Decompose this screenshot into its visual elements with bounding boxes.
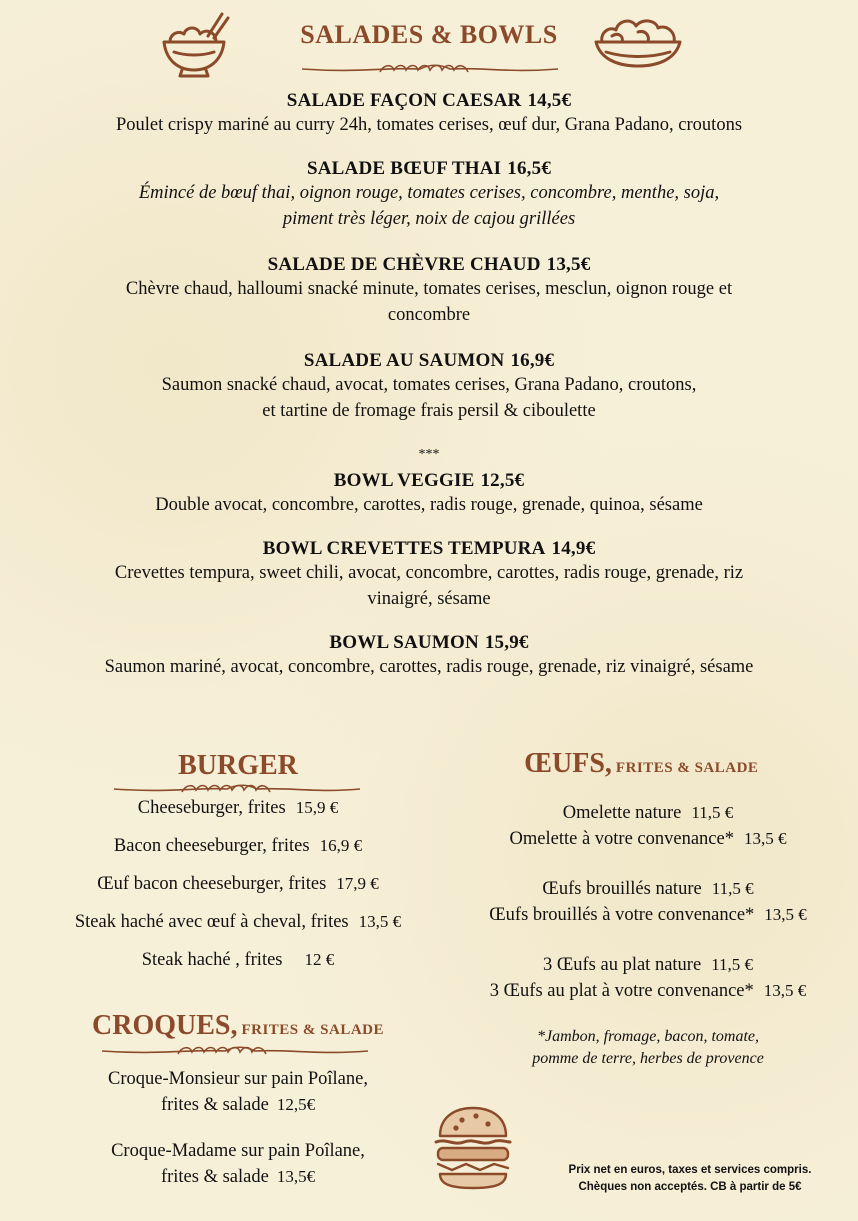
item-name: SALADE FAÇON CAESAR <box>286 90 522 111</box>
item-price: 16,9 € <box>319 836 363 855</box>
menu-item-croque-monsieur <box>0 1066 476 1118</box>
item-price: 13,5 € <box>358 912 402 931</box>
item-name: SALADE BŒUF THAI <box>306 158 502 179</box>
item-name: BOWL CREVETTES TEMPURA <box>262 538 546 559</box>
item-price: 13,5 € <box>764 905 807 924</box>
menu-item-bowl-crevettes <box>0 538 858 612</box>
item-name: Omelette nature <box>562 803 682 823</box>
oeufs-footnote: *Jambon, fromage, bacon, tomate, <box>536 1028 760 1045</box>
flourish-divider <box>112 780 362 796</box>
item-description: piment très léger, noix de cajou grillées <box>282 209 576 229</box>
item-price: 16,9€ <box>510 350 555 371</box>
item-name: 3 Œufs au plat nature <box>542 955 702 975</box>
menu-item-salade-caesar <box>0 90 858 138</box>
item-name: SALADE DE CHÈVRE CHAUD <box>267 254 541 275</box>
menu-item-salade-saumon <box>0 350 858 424</box>
item-price: 16,5€ <box>507 158 552 179</box>
item-name: frites & salade <box>160 1095 269 1115</box>
item-price: 11,5 € <box>711 955 754 974</box>
item-price: 15,9€ <box>484 632 529 653</box>
item-name: Omelette à votre convenance* <box>509 829 734 849</box>
item-name: SALADE AU SAUMON <box>303 350 505 371</box>
menu-item-salade-chevre <box>0 254 858 328</box>
menu-item-oeufs-brouilles-convenance <box>438 902 858 928</box>
item-description: concombre <box>387 305 471 325</box>
item-name: Œufs brouillés à votre convenance* <box>489 905 755 925</box>
menu-item-oeufs-brouilles-nature <box>438 876 858 902</box>
menu-item-omelette-nature <box>438 800 858 826</box>
item-price: 12 € <box>304 950 335 969</box>
item-description: Poulet crispy mariné au curry 24h, tomates cerises, œuf dur, Grana Padano, croutons <box>115 115 743 135</box>
menu-item-croque-madame <box>0 1138 476 1190</box>
separator: *** <box>418 447 440 462</box>
menu-item-oeufs-plat-nature <box>438 952 858 978</box>
item-name: Œufs brouillés nature <box>542 879 702 899</box>
oeufs-section-subtitle: FRITES & SALADE <box>615 760 759 776</box>
item-name: frites & salade <box>160 1167 269 1187</box>
item-price: 11,5 € <box>711 879 754 898</box>
item-name: Steak haché avec œuf à cheval, frites <box>74 912 349 932</box>
menu-item-bowl-saumon <box>0 632 858 680</box>
menu-item-oeuf-bacon-cheeseburger <box>0 871 476 897</box>
menu-item-oeufs-plat-convenance <box>438 978 858 1004</box>
oeufs-section-title: ŒUFS, <box>524 748 612 779</box>
page-title: SALADES & BOWLS <box>300 20 558 49</box>
item-name: BOWL SAUMON <box>329 632 479 653</box>
oeufs-section-heading <box>524 748 758 780</box>
item-name: Bacon cheeseburger, frites <box>113 836 310 856</box>
item-price: 12,5€ <box>480 470 525 491</box>
footer-payment-note: Chèques non acceptés. CB à partir de 5€ <box>578 1181 802 1193</box>
menu-item-cheeseburger <box>0 795 476 821</box>
menu-item-salade-boeuf-thai <box>0 158 858 232</box>
item-name: 3 Œufs au plat à votre convenance* <box>489 981 754 1001</box>
burger-icon <box>432 1102 514 1194</box>
croques-section-heading <box>0 1010 476 1042</box>
item-name: BOWL VEGGIE <box>333 470 475 491</box>
item-description: et tartine de fromage frais persil & ciboulette <box>262 401 596 421</box>
item-price: 12,5€ <box>276 1095 316 1114</box>
item-description: Chèvre chaud, halloumi snacké minute, tomates cerises, mesclun, oignon rouge et <box>125 279 733 299</box>
item-price: 14,9€ <box>551 538 596 559</box>
croques-section-title: CROQUES, <box>92 1010 238 1041</box>
croques-section-subtitle: FRITES & SALADE <box>241 1022 384 1038</box>
item-description: Émincé de bœuf thai, oignon rouge, tomates cerises, concombre, menthe, soja, <box>138 183 720 203</box>
item-price: 15,9 € <box>295 798 339 817</box>
item-price: 17,9 € <box>336 874 379 893</box>
menu-item-bacon-cheeseburger <box>0 833 476 859</box>
menu-item-steak-oeuf <box>0 909 476 935</box>
item-description: vinaigré, sésame <box>367 589 491 609</box>
item-description: Saumon snacké chaud, avocat, tomates cerises, Grana Padano, croutons, <box>161 375 697 395</box>
oeufs-footnote: pomme de terre, herbes de provence <box>532 1050 764 1067</box>
footer-price-note: Prix net en euros, taxes et services compris. <box>568 1164 812 1176</box>
menu-item-omelette-convenance <box>438 826 858 852</box>
item-price: 11,5 € <box>691 803 734 822</box>
burger-section-title: BURGER <box>178 750 298 781</box>
item-name: Steak haché , frites <box>141 950 283 970</box>
item-price: 14,5€ <box>527 90 572 111</box>
item-name: Croque-Madame sur pain Poîlane, <box>111 1141 365 1161</box>
item-description: Crevettes tempura, sweet chili, avocat, concombre, carottes, radis rouge, grenade, riz <box>114 563 744 583</box>
item-price: 13,5€ <box>546 254 591 275</box>
item-description: Saumon mariné, avocat, concombre, carottes, radis rouge, grenade, riz vinaigré, sésame <box>104 657 754 677</box>
item-description: Double avocat, concombre, carottes, radis rouge, grenade, quinoa, sésame <box>155 495 703 515</box>
menu-item-steak-frites <box>0 947 476 973</box>
item-name: Œuf bacon cheeseburger, frites <box>97 874 327 894</box>
item-price: 13,5 € <box>763 981 807 1000</box>
item-price: 13,5€ <box>276 1167 316 1186</box>
item-name: Croque-Monsieur sur pain Poîlane, <box>108 1069 368 1089</box>
menu-item-bowl-veggie <box>0 470 858 518</box>
flourish-divider <box>300 60 560 76</box>
flourish-divider <box>100 1042 370 1058</box>
item-name: Cheeseburger, frites <box>137 798 286 818</box>
item-price: 13,5 € <box>743 829 787 848</box>
